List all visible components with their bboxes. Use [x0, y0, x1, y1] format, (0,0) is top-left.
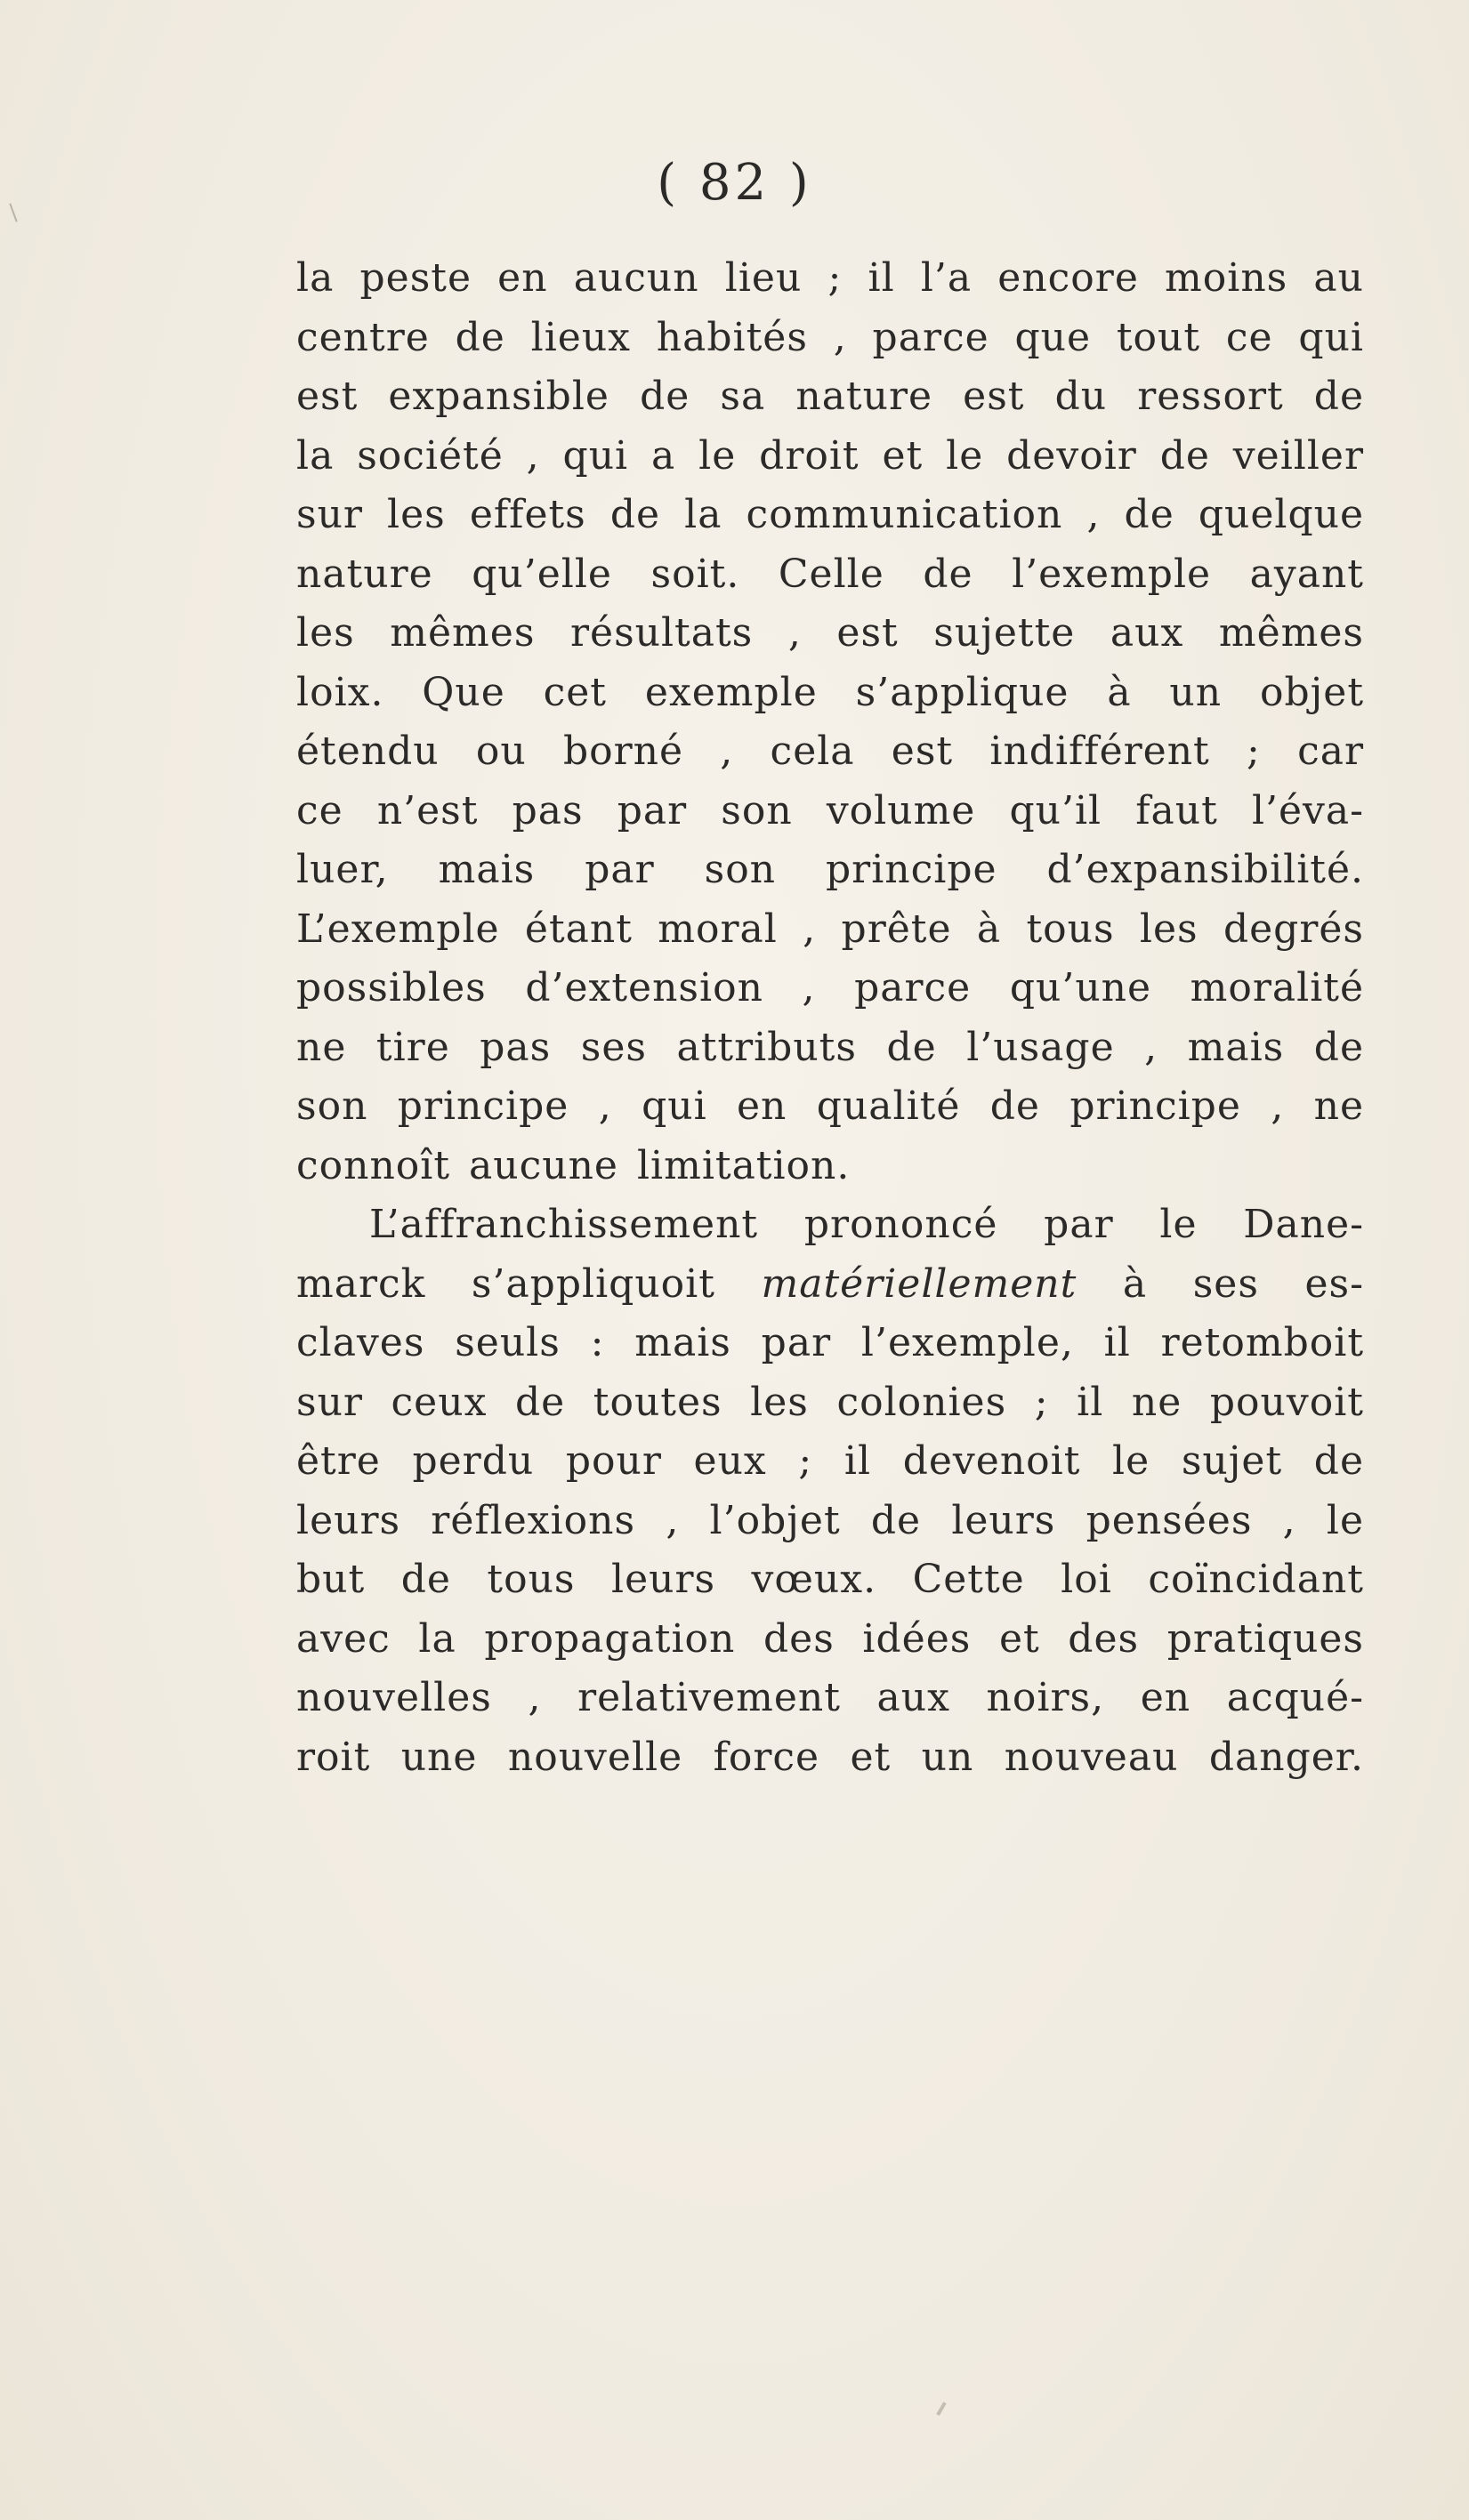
body-text	[296, 249, 1364, 1787]
text-line: être perdu pour eux ; il devenoit le sujet de	[296, 1438, 1364, 1484]
text-line: ne tire pas ses attributs de l’usage , mais de	[296, 1024, 1364, 1070]
text-line: nature qu’elle soit. Celle de l’exemple ayant	[296, 551, 1364, 597]
text-line: la peste en aucun lieu ; il l’a encore moins au	[296, 255, 1364, 301]
text-line: la société , qui a le droit et le devoir de veiller	[296, 432, 1364, 479]
text-line: luer, mais par son principe d’expansibilité.	[296, 847, 1364, 892]
text-line: sur ceux de toutes les colonies ; il ne pouvoit	[296, 1379, 1364, 1425]
paragraph-end-line: connoît aucune limitation.	[296, 1142, 851, 1188]
text-line: claves seuls : mais par l’exemple, il retomboit	[296, 1320, 1364, 1365]
paper-mark	[936, 2402, 946, 2416]
text-line: est expansible de sa nature est du ressort de	[296, 374, 1364, 419]
text-line-with-italic	[296, 1255, 1364, 1315]
text-line: loix. Que cet exemple s’applique à un objet	[296, 669, 1364, 715]
text-line: son principe , qui en qualité de principe , ne	[296, 1083, 1364, 1129]
text-segment: marck s’appliquoit	[296, 1260, 715, 1307]
text-segment: à ses es-	[1122, 1260, 1364, 1307]
text-line: nouvelles , relativement aux noirs, en acqué-	[296, 1675, 1364, 1720]
text-line: leurs réflexions , l’objet de leurs pensées , le	[296, 1497, 1364, 1543]
text-line: sur les effets de la communication , de quelque	[296, 492, 1364, 537]
text-line: roit une nouvelle force et un nouveau danger.	[296, 1734, 1364, 1780]
text-line: centre de lieux habités , parce que tout ce qui	[296, 314, 1364, 360]
text-line: but de tous leurs vœux. Cette loi coïncidant	[296, 1557, 1364, 1602]
text-line: étendu ou borné , cela est indifférent ; car	[296, 729, 1364, 774]
italic-word: matériellement	[761, 1260, 1078, 1307]
text-line: les mêmes résultats , est sujette aux mêmes	[296, 610, 1364, 656]
page-number: ( 82 )	[657, 154, 812, 212]
text-line: avec la propagation des idées et des pratiques	[296, 1615, 1364, 1662]
paragraph-start-line: L’affranchissement prononcé par le Dane-	[369, 1202, 1364, 1247]
text-line: L’exemple étant moral , prête à tous les degrés	[296, 906, 1364, 952]
text-line: possibles d’extension , parce qu’une moralité	[296, 965, 1364, 1010]
text-line: ce n’est pas par son volume qu’il faut l’éva-	[296, 787, 1364, 833]
